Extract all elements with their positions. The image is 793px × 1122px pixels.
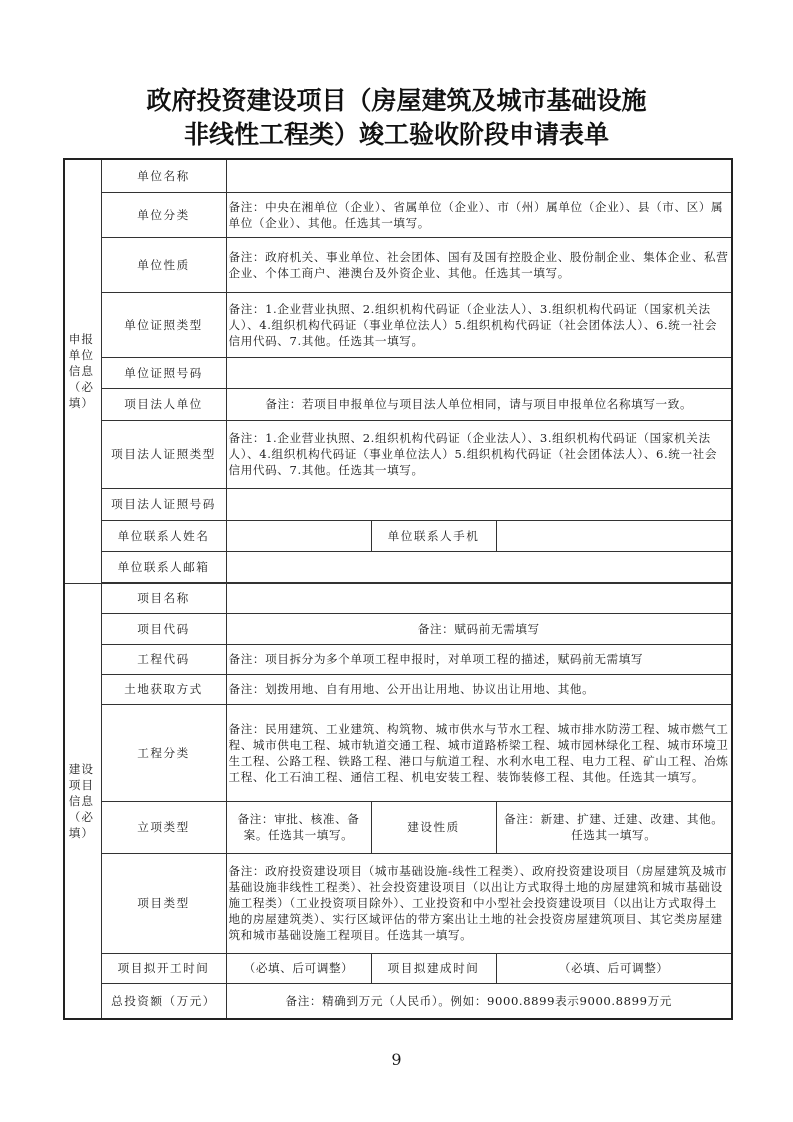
form-row-total-investment — [64, 983, 732, 1019]
form-row-project-name — [64, 583, 732, 613]
form-row-land-acquisition — [64, 674, 732, 704]
field-label: 单位证照号码 — [101, 357, 226, 388]
form-row-engineering-code — [64, 644, 732, 674]
unit-name-field[interactable] — [226, 159, 732, 192]
form-row-unit-license-type — [64, 292, 732, 357]
form-row-unit-license-number — [64, 357, 732, 388]
section-label-applicant — [64, 159, 101, 583]
field-label: 单位证照类型 — [101, 292, 226, 357]
start-time-label: 项目拟开工时间 — [101, 953, 226, 983]
form-row-unit-name — [64, 159, 732, 192]
finish-time-label: 项目拟建成时间 — [371, 953, 496, 983]
project-type-label: 项目类型 — [101, 853, 226, 953]
unit-license-type-field[interactable]: 备注：1.企业营业执照、2.组织机构代码证（企业法人）、3.组织机构代码证（国家机关法人）、4.组织机构代码证（事业单位法人）5.组织机构代码证（社会团体法人）、6.统一社会信用代码、7.其他。任选其一填写。 — [226, 292, 732, 357]
field-label: 单位分类 — [101, 192, 226, 237]
contact-name-field[interactable] — [226, 520, 371, 551]
engineering-category-label: 工程分类 — [101, 704, 226, 801]
unit-license-number-field[interactable] — [226, 357, 732, 388]
contact-phone-label: 单位联系人手机 — [371, 520, 496, 551]
finish-time-field[interactable]: （必填、后可调整） — [496, 953, 732, 983]
form-row-schedule — [64, 953, 732, 983]
land-acquisition-field[interactable]: 备注：划拨用地、自有用地、公开出让用地、协议出让用地、其他。 — [226, 674, 732, 704]
field-label: 项目法人单位 — [101, 388, 226, 420]
form-row-project-code — [64, 613, 732, 644]
contact-email-label: 单位联系人邮箱 — [101, 551, 226, 582]
total-investment-label: 总投资额（万元） — [101, 983, 226, 1019]
field-label: 项目法人证照类型 — [101, 420, 226, 488]
field-label: 单位性质 — [101, 237, 226, 292]
document-title-line-1: 政府投资建设项目（房屋建筑及城市基础设施 — [146, 86, 647, 115]
engineering-code-label: 工程代码 — [101, 644, 226, 674]
engineering-category-field[interactable]: 备注：民用建筑、工业建筑、构筑物、城市供水与节水工程、城市排水防涝工程、城市燃气工程、城市供电工程、城市轨道交通工程、城市道路桥梁工程、城市园林绿化工程、城市环境卫生工程、公路工程、铁路工程、港口与航道工程、水利水电工程、电力工程、矿山工程、冶炼工程、化工石油工程、通信工程、机电安装工程、装饰装修工程、其他。任选其一填写。 — [226, 704, 732, 801]
total-investment-field[interactable]: 备注：精确到万元（人民币）。例如：9000.8899表示9000.8899万元 — [226, 983, 732, 1019]
form-row-unit-nature — [64, 237, 732, 292]
document-title-line-2: 非线性工程类）竣工验收阶段申请表单 — [183, 120, 609, 149]
application-form-table — [63, 158, 733, 1020]
unit-nature-field[interactable]: 备注：政府机关、事业单位、社会团体、国有及国有控股企业、股份制企业、集体企业、私营企业、个体工商户、港澳台及外资企业、其他。任选其一填写。 — [226, 237, 732, 292]
section-label-applicant-text: 申报单位信息（必填） — [68, 332, 94, 411]
contact-phone-field[interactable] — [496, 520, 732, 551]
form-row-project-type — [64, 853, 732, 953]
form-row-approval-type — [64, 801, 732, 853]
project-legal-license-type-field[interactable]: 备注：1.企业营业执照、2.组织机构代码证（企业法人）、3.组织机构代码证（国家机关法人）、4.组织机构代码证（事业单位法人）5.组织机构代码证（社会团体法人）、6.统一社会信用代码、7.其他。任选其一填写。 — [226, 420, 732, 488]
form-row-unit-category — [64, 192, 732, 237]
project-name-field[interactable] — [226, 583, 732, 613]
form-row-project-legal-license-number — [64, 488, 732, 520]
project-legal-unit-field[interactable]: 备注：若项目申报单位与项目法人单位相同，请与项目申报单位名称填写一致。 — [226, 388, 732, 420]
approval-type-label: 立项类型 — [101, 801, 226, 853]
start-time-field[interactable]: （必填、后可调整） — [226, 953, 371, 983]
project-type-field[interactable]: 备注：政府投资建设项目（城市基础设施-线性工程类）、政府投资建设项目（房屋建筑及城市基础设施非线性工程类）、社会投资建设项目（以出让方式取得土地的房屋建筑和城市基础设施工程类）（工业投资项目除外）、工业投资和中小型社会投资建设项目（以出让方式取得土地的房屋建筑类）、实行区域评估的带方案出让土地的社会投资房屋建筑项目、其它类房屋建筑和城市基础设施工程项目。任选其一填写。 — [226, 853, 732, 953]
project-legal-license-number-field[interactable] — [226, 488, 732, 520]
engineering-code-field[interactable]: 备注：项目拆分为多个单项工程申报时，对单项工程的描述，赋码前无需填写 — [226, 644, 732, 674]
field-label: 单位名称 — [101, 159, 226, 192]
contact-email-field[interactable] — [226, 551, 732, 582]
construction-nature-label: 建设性质 — [371, 801, 496, 853]
page-number: 9 — [391, 1050, 402, 1069]
form-row-project-legal-unit — [64, 388, 732, 420]
field-label: 项目法人证照号码 — [101, 488, 226, 520]
section-label-project — [64, 583, 101, 1019]
form-row-contact-email — [64, 551, 732, 582]
approval-type-field[interactable]: 备注：审批、核准、备案。任选其一填写。 — [226, 801, 371, 853]
construction-nature-field[interactable]: 备注：新建、扩建、迁建、改建、其他。任选其一填写。 — [496, 801, 732, 853]
section-label-project-text: 建设项目信息（必填） — [68, 761, 94, 840]
land-acquisition-label: 土地获取方式 — [101, 674, 226, 704]
project-name-label: 项目名称 — [101, 583, 226, 613]
contact-name-label: 单位联系人姓名 — [101, 520, 226, 551]
project-code-field[interactable]: 备注：赋码前无需填写 — [226, 613, 732, 644]
form-row-contact — [64, 520, 732, 551]
form-row-project-legal-license-type — [64, 420, 732, 488]
unit-category-field[interactable]: 备注：中央在湘单位（企业）、省属单位（企业）、市（州）属单位（企业）、县（市、区）属单位（企业）、其他。任选其一填写。 — [226, 192, 732, 237]
form-row-engineering-category — [64, 704, 732, 801]
project-code-label: 项目代码 — [101, 613, 226, 644]
